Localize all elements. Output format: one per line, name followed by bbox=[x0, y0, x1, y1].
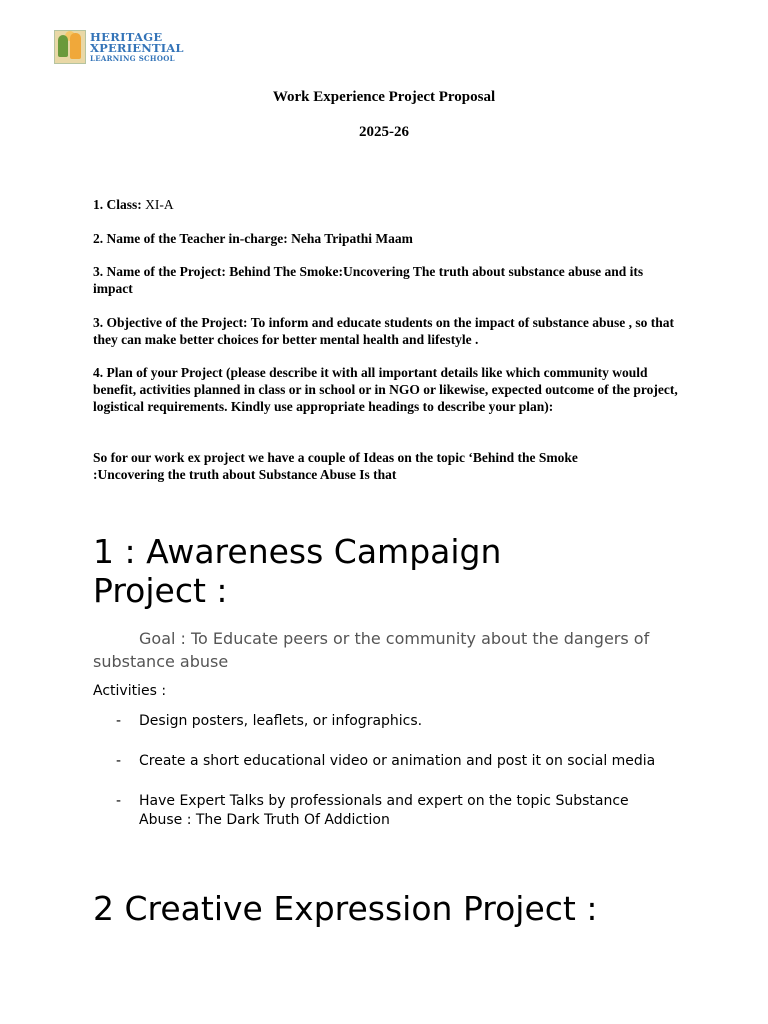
teacher-field: 2. Name of the Teacher in-charge: Neha Tripathi Maam bbox=[93, 231, 413, 246]
document-year: 2025-26 bbox=[359, 124, 409, 140]
activities-list bbox=[93, 712, 673, 851]
goal-text: Goal : To Educate peers or the community about the dangers of substance abuse bbox=[93, 629, 650, 671]
bullet-marker: - bbox=[116, 793, 122, 809]
class-field bbox=[93, 196, 683, 213]
class-label: 1. Class: bbox=[93, 197, 142, 212]
plan-field: 4. Plan of your Project (please describe it with all important details like which community would benefit, activities planned in class or in school or in NGO or likewise, expected outcome of the project, logistical requirements. Kindly use appropriate headings to describe your plan): bbox=[93, 365, 678, 414]
bullet-marker: - bbox=[116, 713, 122, 729]
document-title: Work Experience Project Proposal bbox=[272, 89, 496, 105]
list-item-text: Have Expert Talks by professionals and expert on the topic Substance Abuse : The Dark Truth Of Addiction bbox=[139, 793, 629, 828]
section2-heading: 2 Creative Expression Project : bbox=[93, 889, 598, 928]
list-item bbox=[93, 792, 673, 830]
school-emblem-icon bbox=[54, 30, 86, 64]
activities-label: Activities : bbox=[93, 683, 167, 699]
school-name-line3: LEARNING SCHOOL bbox=[90, 53, 175, 63]
list-item bbox=[93, 712, 673, 731]
school-name-line1: HERITAGE bbox=[90, 29, 163, 44]
class-value: XI-A bbox=[141, 197, 174, 212]
bullet-marker: - bbox=[116, 753, 122, 769]
list-item-text: Create a short educational video or animation and post it on social media bbox=[139, 753, 656, 769]
school-name bbox=[90, 29, 184, 63]
section1-goal bbox=[93, 627, 653, 673]
list-item bbox=[93, 752, 673, 771]
plan-intro: So for our work ex project we have a couple of Ideas on the topic ‘Behind the Smoke :Uncovering the truth about Substance Abuse Is that bbox=[93, 450, 578, 482]
school-logo bbox=[54, 30, 184, 64]
section1-heading: 1 : Awareness Campaign Project : bbox=[93, 532, 502, 610]
list-item-text: Design posters, leaflets, or infographics. bbox=[139, 713, 423, 729]
school-name-line2: XPERIENTIAL bbox=[90, 40, 184, 55]
project-name-field: 3. Name of the Project: Behind The Smoke:Uncovering The truth about substance abuse and its impact bbox=[93, 264, 644, 296]
objective-field: 3. Objective of the Project: To inform and educate students on the impact of substance abuse , so that they can make better choices for better mental health and lifestyle . bbox=[93, 315, 674, 347]
